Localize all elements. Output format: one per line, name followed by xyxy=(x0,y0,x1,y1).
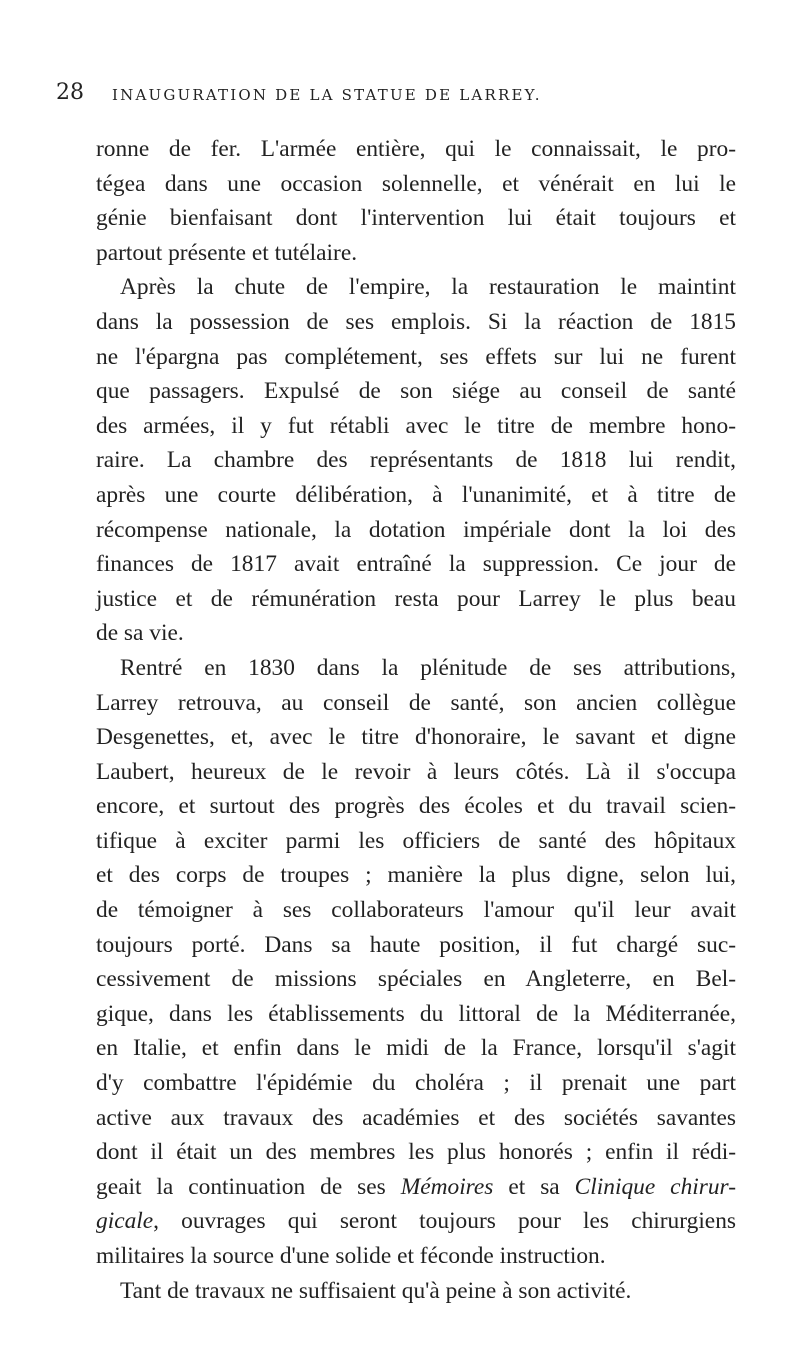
text-line: finances de 1817 avait entraîné la suppression. Ce jour de xyxy=(96,551,736,578)
text-line: tégea dans une occasion solennelle, et vénérait en lui le xyxy=(96,170,736,197)
text-line: de témoigner à ses collaborateurs l'amour qu'il leur avait xyxy=(96,897,736,924)
text-line: Rentré en 1830 dans la plénitude de ses attributions, xyxy=(120,654,736,681)
text-line: et des corps de troupes ; manière la plus digne, selon lui, xyxy=(96,862,736,889)
text-line: dans la possession de ses emplois. Si la réaction de 1815 xyxy=(96,308,736,335)
paragraph-4 xyxy=(96,1274,736,1309)
text-run: geait la continuation de ses xyxy=(96,1173,401,1200)
italic-title-clinique: Clinique chirur- xyxy=(574,1173,736,1200)
text-line: justice et de rémunération resta pour Larrey le plus beau xyxy=(96,585,736,612)
text-line: gique, dans les établissements du littoral de la Méditerranée, xyxy=(96,1000,736,1027)
text-line: après une courte délibération, à l'unanimité, et à titre de xyxy=(96,481,736,508)
text-line: dont il était un des membres les plus honorés ; enfin il rédi- xyxy=(96,1139,736,1166)
paragraph-3 xyxy=(96,651,736,1274)
text-line-with-italics xyxy=(96,1170,736,1205)
text-line: raire. La chambre des représentants de 1818 lui rendit, xyxy=(96,447,736,474)
text-line: de sa vie. xyxy=(96,620,184,647)
paragraph-1 xyxy=(96,132,736,270)
text-line: d'y combattre l'épidémie du choléra ; il prenait une part xyxy=(96,1070,736,1097)
italic-title-memoires: Mémoires xyxy=(400,1173,494,1200)
text-line: Larrey retrouva, au conseil de santé, son ancien collègue xyxy=(96,689,736,716)
text-line: active aux travaux des académies et des sociétés savantes xyxy=(96,1104,736,1131)
text-line: en Italie, et enfin dans le midi de la France, lorsqu'il s'agit xyxy=(96,1035,736,1062)
text-line: encore, et surtout des progrès des écoles et du travail scien- xyxy=(96,793,736,820)
text-line-with-italics xyxy=(96,1204,736,1239)
text-line: Après la chute de l'empire, la restauration le maintint xyxy=(120,274,736,301)
text-line: Desgenettes, et, avec le titre d'honoraire, le savant et digne xyxy=(96,724,736,751)
running-head: INAUGURATION DE LA STATUE DE LARREY. xyxy=(112,86,542,104)
text-line: récompense nationale, la dotation impériale dont la loi des xyxy=(96,516,736,543)
text-line: cessivement de missions spéciales en Angleterre, en Bel- xyxy=(96,966,736,993)
paragraph-2 xyxy=(96,270,736,651)
body-text xyxy=(96,132,736,1308)
text-line: toujours porté. Dans sa haute position, il fut chargé suc- xyxy=(96,931,736,958)
text-line: tifique à exciter parmi les officiers de santé des hôpitaux xyxy=(96,827,736,854)
text-line: ne l'épargna pas complétement, ses effets sur lui ne furent xyxy=(96,343,736,370)
text-run: et sa xyxy=(493,1173,575,1200)
text-line: militaires la source d'une solide et féconde instruction. xyxy=(96,1243,606,1269)
text-line: ronne de fer. L'armée entière, qui le connaissait, le pro- xyxy=(96,136,736,162)
page-number: 28 xyxy=(56,80,84,105)
text-line: des armées, il y fut rétabli avec le titre de membre hono- xyxy=(96,412,736,439)
text-line: Laubert, heureux de le revoir à leurs côtés. Là il s'occupa xyxy=(96,758,736,785)
text-line: que passagers. Expulsé de son siége au conseil de santé xyxy=(96,378,736,405)
page-header xyxy=(56,80,756,110)
text-line: Tant de travaux ne suffisaient qu'à peine à son activité. xyxy=(120,1277,632,1304)
text-line: génie bienfaisant dont l'intervention lui était toujours et xyxy=(96,205,736,232)
italic-title-continuation: gicale xyxy=(96,1208,154,1235)
text-run: , ouvrages qui seront toujours pour les chirurgiens xyxy=(153,1208,736,1235)
text-line: partout présente et tutélaire. xyxy=(96,239,358,266)
